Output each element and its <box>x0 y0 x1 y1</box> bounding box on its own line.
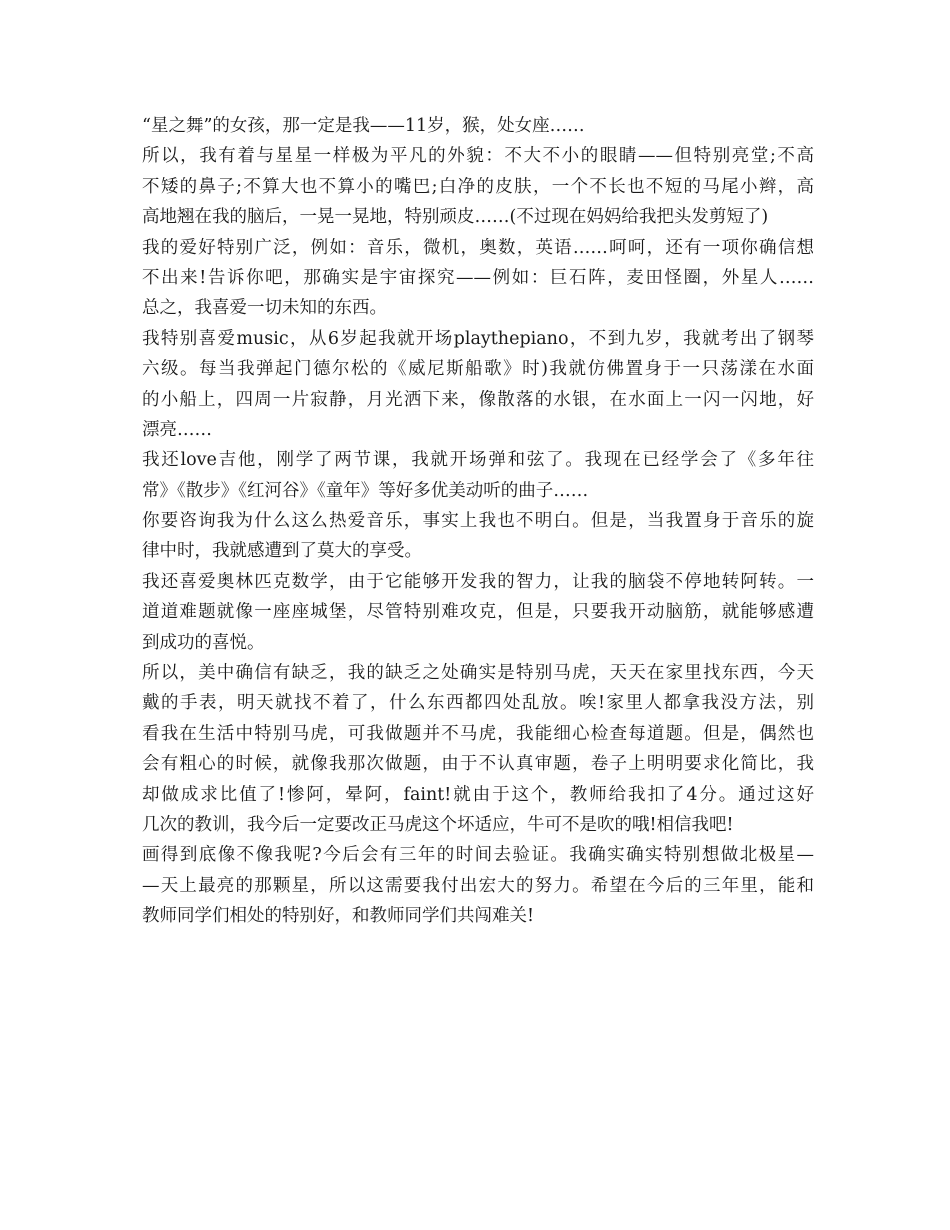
text-line: 几次的教训，我今后一定要改正马虎这个坏适应，牛可不是吹的哦!相信我吧! <box>142 814 734 835</box>
text-line: —天上最亮的那颗星，所以这需要我付出宏大的努力。希望在今后的三年里，能和 <box>142 875 814 896</box>
text-line: 你要咨询我为什么这么热爱音乐，事实上我也不明白。但是，当我置身于音乐的旋 <box>142 511 814 532</box>
text-line: 的小船上，四周一片寂静，月光洒下来，像散落的水银，在水面上一闪一闪地，好 <box>142 389 814 410</box>
text-line: 却做成求比值了!惨阿，晕阿，faint!就由于这个，教师给我扣了4分。通过这好 <box>142 784 814 805</box>
text-line: 高地翘在我的脑后，一晃一晃地，特别顽皮……(不过现在妈妈给我把头发剪短了) <box>142 207 769 228</box>
text-line: 我还love吉他，刚学了两节课，我就开场弹和弦了。我现在已经学会了《多年往 <box>142 450 814 471</box>
text-line: 所以，我有着与星星一样极为平凡的外貌：不大不小的眼睛——但特别亮堂;不高 <box>142 146 814 167</box>
text-line: 看我在生活中特别马虎，可我做题并不马虎，我能细心检查每道题。但是，偶然也 <box>142 723 814 744</box>
text-line: 画得到底像不像我呢?今后会有三年的时间去验证。我确实确实特别想做北极星— <box>142 845 814 866</box>
text-line: 教师同学们相处的特别好，和教师同学们共闯难关! <box>142 906 535 927</box>
text-line: 不出来!告诉你吧，那确实是宇宙探究——例如：巨石阵，麦田怪圈，外星人…… <box>142 267 814 288</box>
text-line: 到成功的喜悦。 <box>142 632 265 653</box>
text-line: 道道难题就像一座座城堡，尽管特别难攻克，但是，只要我开动脑筋，就能够感遭 <box>142 602 814 623</box>
text-line: 常》《散步》《红河谷》《童年》等好多优美动听的曲子…… <box>142 480 589 501</box>
text-line: “星之舞”的女孩，那一定是我——11岁，猴，处女座…… <box>142 116 585 136</box>
text-line: 六级。每当我弹起门德尔松的《威尼斯船歌》时)我就仿佛置身于一只荡漾在水面 <box>142 359 814 380</box>
document-body <box>142 111 814 932</box>
text-line: 漂亮…… <box>142 419 212 440</box>
text-line: 总之，我喜爱一切未知的东西。 <box>142 298 387 319</box>
text-line: 会有粗心的时候，就像我那次做题，由于不认真审题，卷子上明明要求化简比，我 <box>142 754 814 775</box>
text-line: 我还喜爱奥林匹克数学，由于它能够开发我的智力，让我的脑袋不停地转阿转。一 <box>142 571 814 592</box>
text-line: 律中时，我就感遭到了莫大的享受。 <box>142 541 422 562</box>
text-line: 我特别喜爱music，从6岁起我就开场playthepiano，不到九岁，我就考出了钢琴 <box>142 328 814 349</box>
text-line: 戴的手表，明天就找不着了，什么东西都四处乱放。唉!家里人都拿我没方法，别 <box>142 693 814 714</box>
text-line: 我的爱好特别广泛，例如：音乐，微机，奥数，英语……呵呵，还有一项你确信想 <box>142 237 814 258</box>
text-line: 不矮的鼻子;不算大也不算小的嘴巴;白净的皮肤，一个不长也不短的马尾小辫，高 <box>142 176 814 197</box>
text-line: 所以，美中确信有缺乏，我的缺乏之处确实是特别马虎，天天在家里找东西，今天 <box>142 663 814 684</box>
